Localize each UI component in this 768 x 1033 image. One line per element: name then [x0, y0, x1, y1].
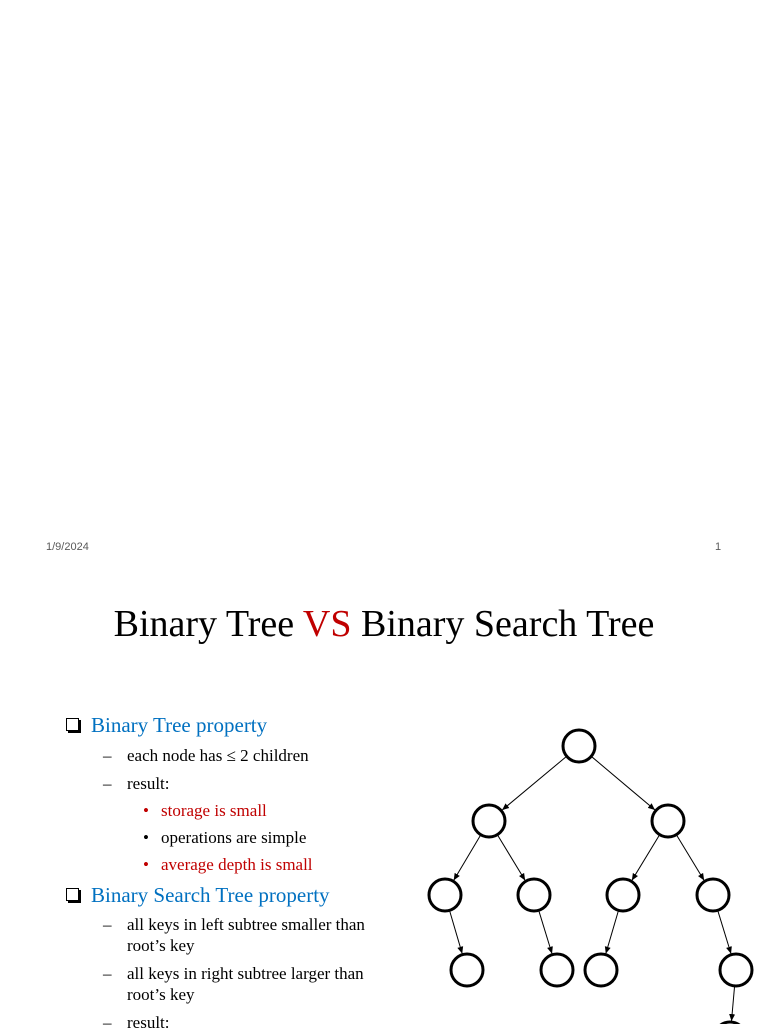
list-item	[103, 914, 403, 956]
result-item-text: operations are simple	[161, 828, 307, 847]
title-part-2: Binary Search Tree	[351, 603, 655, 645]
tree-edge-arrow	[497, 835, 525, 881]
dash-bullet: –	[103, 964, 112, 983]
tree-node-circle	[473, 805, 505, 837]
tree-edge-arrow	[731, 986, 734, 1021]
result-item-text: storage is small	[161, 801, 267, 820]
tree-node-circle	[518, 879, 550, 911]
list-item-text: result:	[127, 1013, 170, 1032]
list-item-text: all keys in right subtree larger than root’s key	[127, 964, 364, 1004]
dash-bullet: –	[103, 774, 112, 793]
tree-edge-arrow	[632, 835, 660, 881]
tree-edge-arrow	[676, 835, 704, 881]
slide-title	[0, 601, 768, 647]
list-item	[103, 773, 403, 794]
binary-tree-diagram	[420, 720, 768, 1024]
list-item	[103, 963, 403, 1005]
list-item-text: all keys in left subtree smaller than root’s key	[127, 915, 365, 955]
tree-node-circle	[652, 805, 684, 837]
dash-bullet: –	[103, 915, 112, 934]
list-item	[103, 745, 403, 766]
slide-date: 1/9/2024	[46, 541, 89, 553]
title-part-1: Binary Tree	[113, 603, 303, 645]
bullet-dot: •	[143, 855, 149, 874]
checkbox-bullet-icon	[66, 718, 79, 731]
section-heading-label: Binary Tree property	[91, 713, 268, 737]
dash-bullet: –	[103, 746, 112, 765]
tree-node-circle	[541, 954, 573, 986]
tree-node-circle	[451, 954, 483, 986]
tree-node-circle	[563, 730, 595, 762]
tree-node-circle	[585, 954, 617, 986]
section-heading-bst	[66, 882, 330, 908]
dash-bullet: –	[103, 1013, 112, 1032]
list-item-text: result:	[127, 774, 170, 793]
bullet-dot: •	[143, 801, 149, 820]
tree-edge-arrow	[450, 910, 463, 953]
tree-edge-arrow	[454, 835, 481, 881]
section-heading-binary-tree	[66, 712, 267, 738]
tree-edge-arrow	[606, 910, 619, 953]
list-item-text: each node has ≤ 2 children	[127, 746, 309, 765]
tree-edge-arrow	[539, 910, 552, 953]
result-item	[143, 800, 267, 821]
checkbox-bullet-icon	[66, 888, 79, 901]
result-item	[143, 854, 313, 875]
tree-node-circle	[607, 879, 639, 911]
tree-node-circle	[720, 954, 752, 986]
section-heading-label: Binary Search Tree property	[91, 883, 330, 907]
bullet-dot: •	[143, 828, 149, 847]
list-item	[103, 1012, 403, 1033]
tree-edge-arrow	[502, 756, 567, 810]
tree-node-circle	[429, 879, 461, 911]
result-item-text: average depth is small	[161, 855, 313, 874]
title-vs: VS	[302, 603, 352, 645]
result-item	[143, 827, 306, 848]
tree-node-circle	[697, 879, 729, 911]
page-number: 1	[715, 541, 722, 553]
tree-edge-arrow	[591, 756, 655, 810]
tree-edge-arrow	[718, 910, 731, 953]
